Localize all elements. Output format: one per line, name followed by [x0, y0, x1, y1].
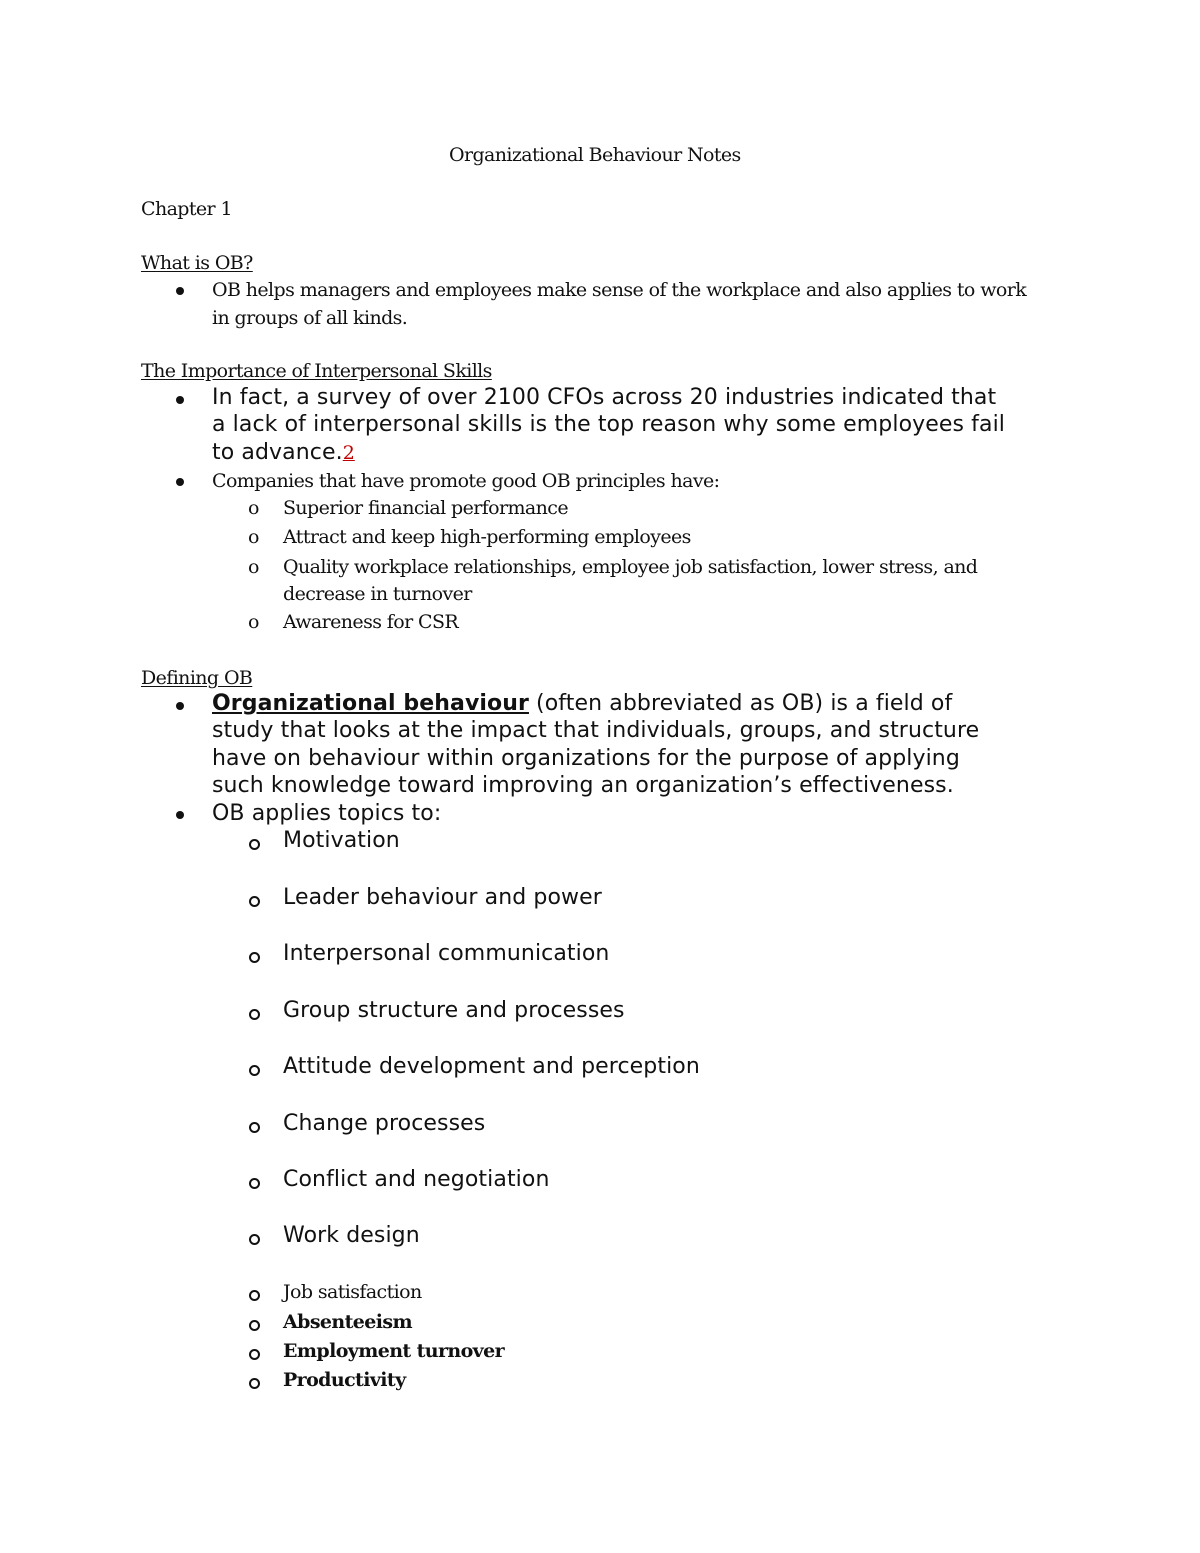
sub-list-item: Quality workplace relationships, employee job satisfaction, lower stress, and — [283, 556, 978, 578]
sub-bullet-icon: o — [248, 611, 260, 633]
list-item-continuation: a lack of interpersonal skills is the top reason why some employees fail — [212, 412, 1006, 437]
chapter-label: Chapter 1 — [141, 198, 232, 220]
sub-list-item: Attract and keep high-performing employees — [283, 526, 691, 548]
sub-bullet-icon — [249, 896, 260, 907]
definition-text: (often abbreviated as OB) is a field of — [528, 691, 953, 716]
bullet-icon — [176, 702, 184, 710]
section-heading-defining-ob: Defining OB — [141, 667, 253, 689]
outcome-item: Job satisfaction — [283, 1281, 422, 1303]
footnote-reference[interactable]: 2 — [342, 442, 355, 464]
bullet-icon — [176, 396, 184, 404]
bullet-icon — [176, 811, 184, 819]
definition-line — [212, 691, 952, 716]
list-item-continuation: in groups of all kinds. — [212, 307, 408, 329]
sub-bullet-icon — [249, 1320, 260, 1331]
topic-item: Leader behaviour and power — [283, 885, 602, 910]
sub-bullet-icon — [249, 1065, 260, 1076]
outcome-item: Employment turnover — [283, 1340, 505, 1362]
defined-term: Organizational behaviour — [212, 691, 529, 716]
section-heading-importance: The Importance of Interpersonal Skills — [141, 360, 492, 382]
topic-item: Conflict and negotiation — [283, 1167, 550, 1192]
sub-bullet-icon — [249, 1122, 260, 1133]
sub-bullet-icon — [249, 952, 260, 963]
list-item-continuation: to advance. — [212, 440, 343, 465]
list-item: OB applies topics to: — [212, 801, 442, 826]
sub-list-item: Awareness for CSR — [283, 611, 459, 633]
sub-bullet-icon — [249, 1178, 260, 1189]
outcome-item: Absenteeism — [283, 1311, 412, 1333]
sub-bullet-icon: o — [248, 526, 260, 548]
outcome-item: Productivity — [283, 1369, 406, 1391]
sub-bullet-icon: o — [248, 497, 260, 519]
sub-bullet-icon — [249, 1290, 260, 1301]
topic-item: Attitude development and perception — [283, 1054, 700, 1079]
sub-bullet-icon — [249, 1378, 260, 1389]
list-item-continuation-wrap — [212, 440, 355, 465]
list-item: OB helps managers and employees make sense of the workplace and also applies to work — [212, 279, 1027, 301]
sub-bullet-icon — [249, 1234, 260, 1245]
definition-continuation: such knowledge toward improving an organization’s effectiveness. — [212, 773, 954, 798]
topic-item: Change processes — [283, 1111, 486, 1136]
bullet-icon — [176, 478, 184, 486]
document-title: Organizational Behaviour Notes — [449, 144, 741, 166]
sub-list-item: Superior financial performance — [283, 497, 568, 519]
definition-continuation: have on behaviour within organizations for the purpose of applying — [212, 746, 960, 771]
definition-continuation: study that looks at the impact that individuals, groups, and structure — [212, 718, 980, 743]
topic-item: Interpersonal communication — [283, 941, 610, 966]
sub-bullet-icon — [249, 1009, 260, 1020]
list-item: Companies that have promote good OB principles have: — [212, 470, 720, 492]
topic-item: Motivation — [283, 828, 400, 853]
sub-bullet-icon — [249, 1349, 260, 1360]
bullet-icon — [176, 287, 184, 295]
topic-item: Group structure and processes — [283, 998, 625, 1023]
sub-bullet-icon: o — [248, 556, 260, 578]
topic-item: Work design — [283, 1223, 420, 1248]
section-heading-what-is-ob: What is OB? — [141, 252, 253, 274]
sub-list-item-continuation: decrease in turnover — [283, 583, 472, 605]
sub-bullet-icon — [249, 839, 260, 850]
list-item: In fact, a survey of over 2100 CFOs across 20 industries indicated that — [212, 385, 997, 410]
